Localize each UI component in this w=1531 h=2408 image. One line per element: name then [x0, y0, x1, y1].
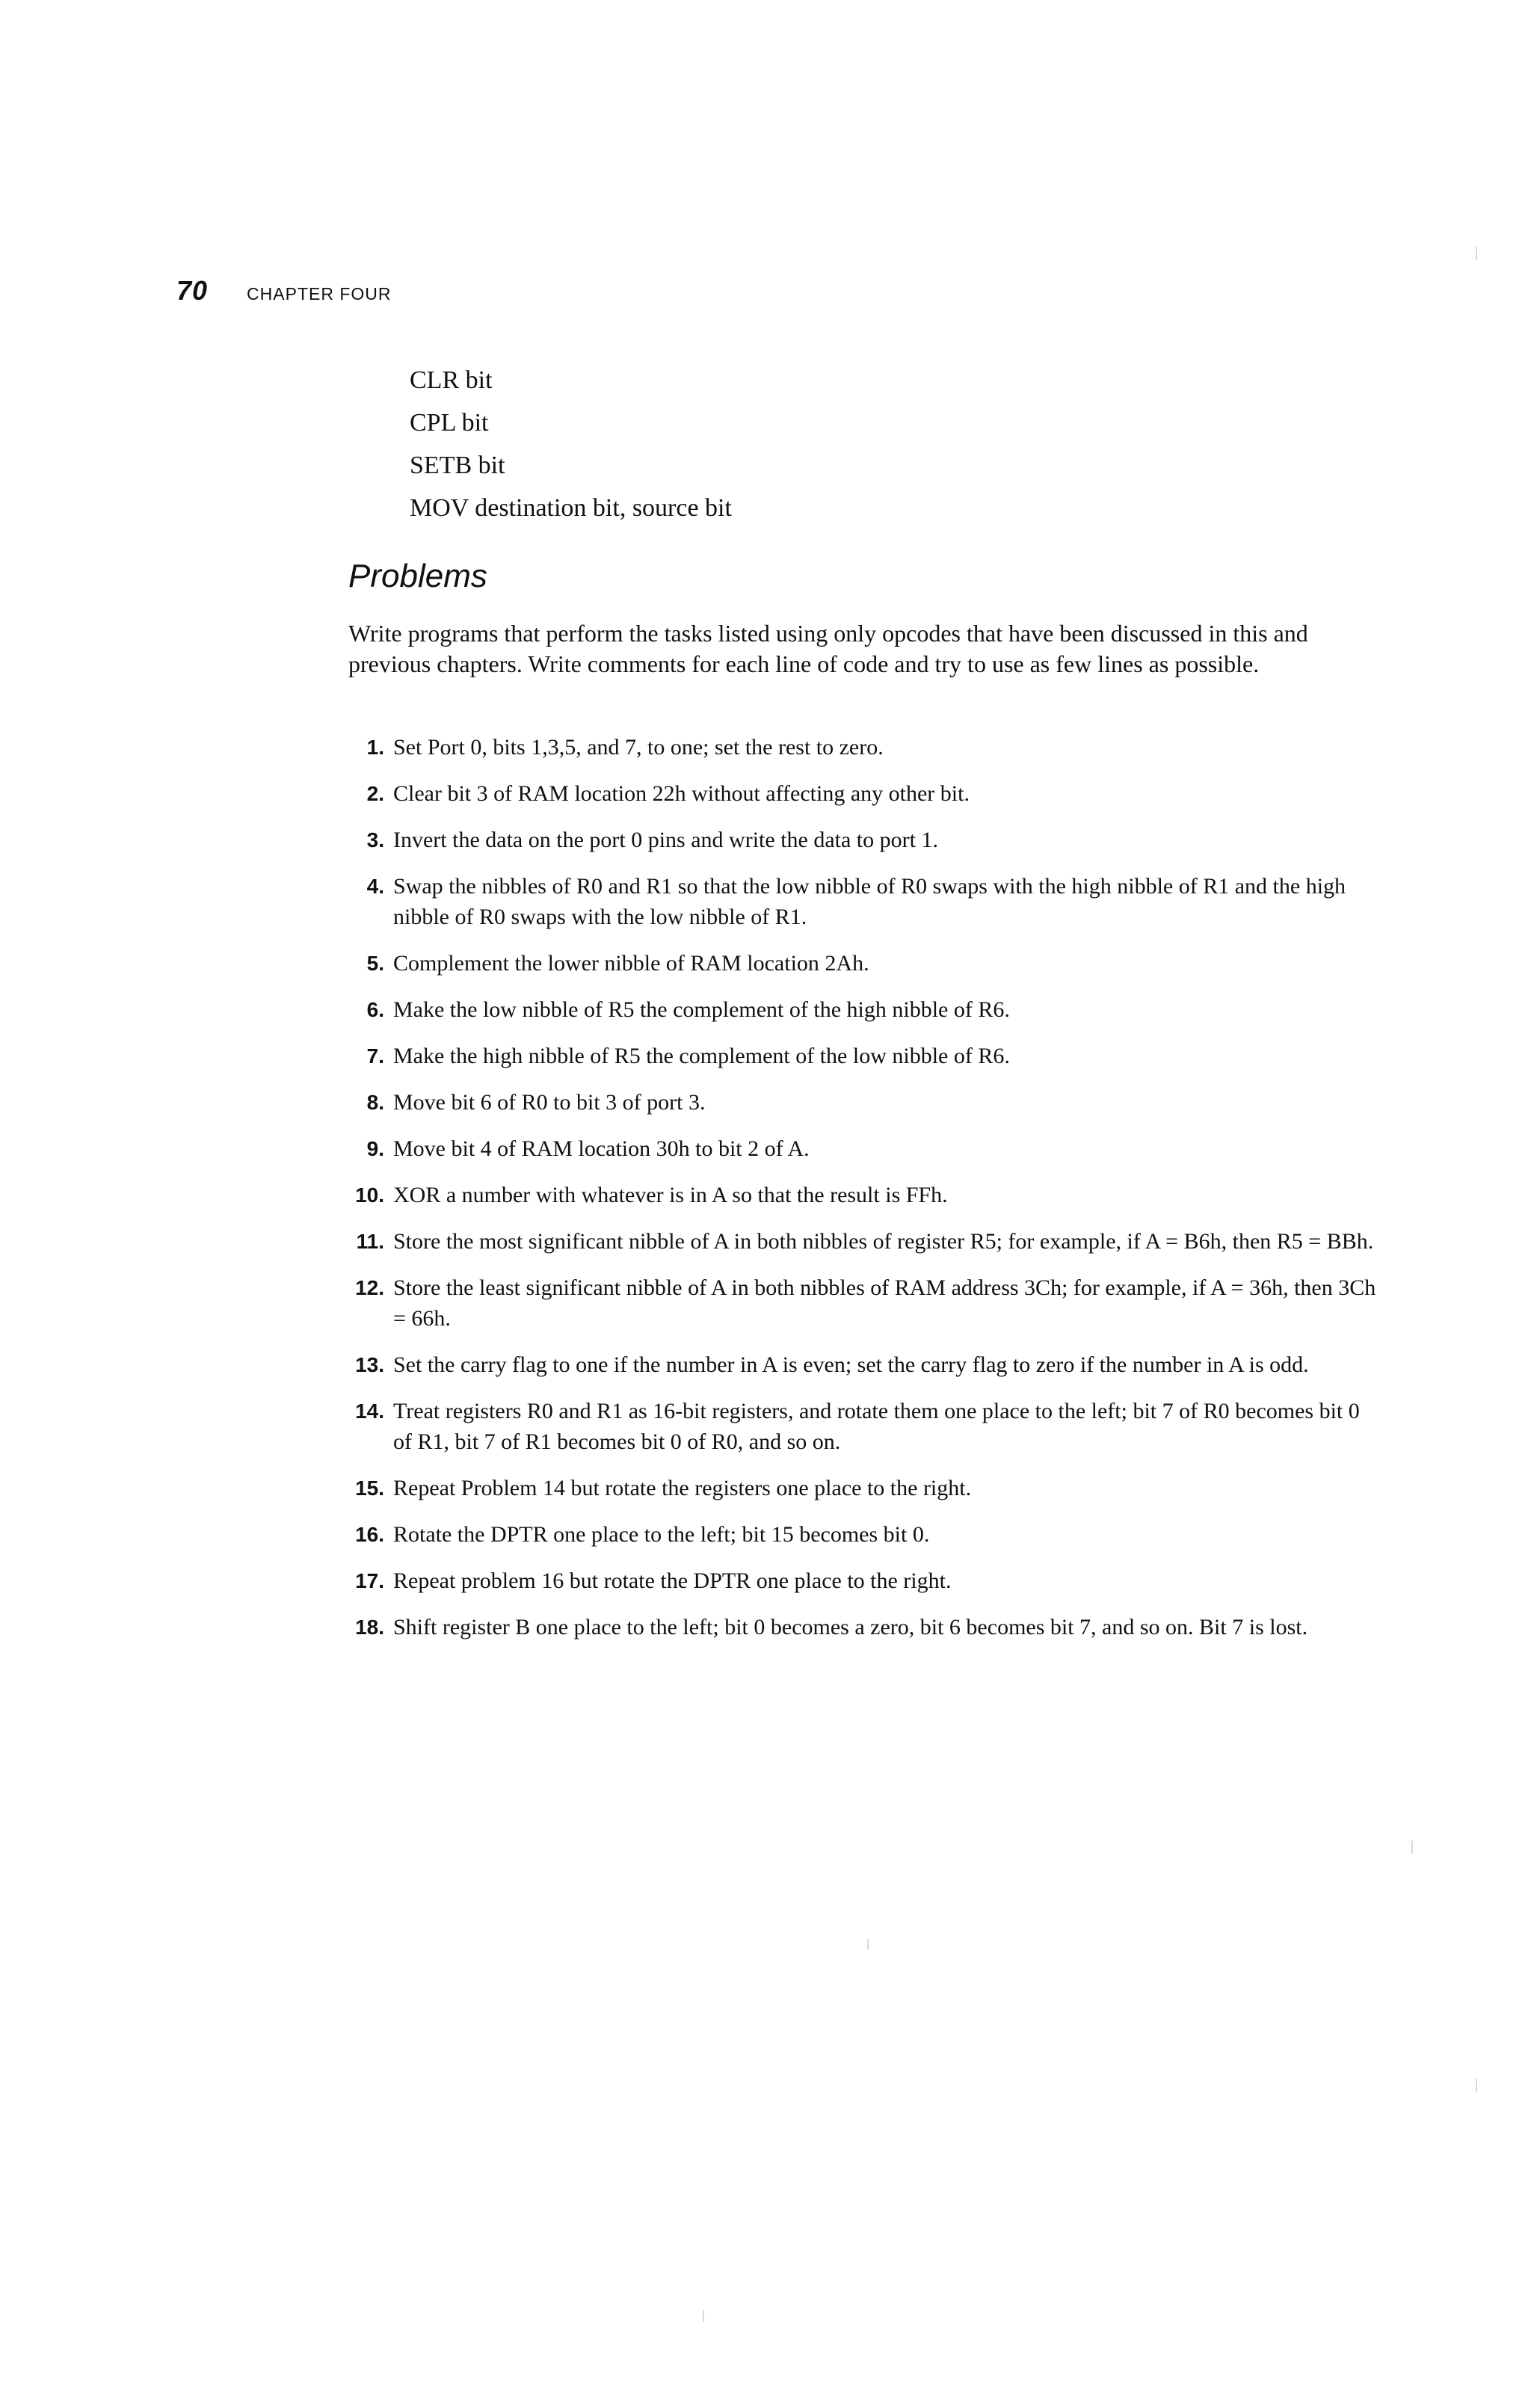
problem-number: 8.: [366, 1091, 384, 1114]
problem-number: 3.: [366, 828, 384, 852]
bit-instruction-item: CLR bit: [410, 366, 493, 394]
problem-text: Repeat problem 16 but rotate the DPTR one place to the right.: [393, 1568, 952, 1593]
problem-text: Swap the nibbles of R0 and R1 so that the low nibble of R0 swaps with the high nibble of R1 and the high nibble of R0 swaps with the low nibble of R1.: [393, 874, 1346, 929]
problem-item: [348, 1519, 1380, 1550]
problem-number: 16.: [355, 1523, 384, 1546]
problem-item: [348, 1396, 1380, 1457]
problem-list: [348, 732, 1380, 1658]
intro-paragraph: Write programs that perform the tasks listed using only opcodes that have been discussed in this and previous chapters. Write comments for each line of code and try to use as few lines as possible.: [348, 620, 1308, 677]
problem-number: 4.: [366, 875, 384, 898]
problem-item: [348, 1041, 1380, 1071]
problem-text: Store the least significant nibble of A in both nibbles of RAM address 3Ch; for example, if A = 36h, then 3Ch = 66h.: [393, 1275, 1376, 1331]
problem-number: 14.: [355, 1399, 384, 1423]
problem-item: [348, 1133, 1380, 1164]
problem-text: Treat registers R0 and R1 as 16-bit registers, and rotate them one place to the left; bit 7 of R0 becomes bit 0 of R1, bit 7 of R1 becomes bit 0 of R0, and so on.: [393, 1399, 1360, 1454]
problem-item: [348, 825, 1380, 855]
scan-speck: [703, 2310, 704, 2322]
bit-instruction-item: MOV destination bit, source bit: [410, 494, 732, 522]
problem-item: [348, 994, 1380, 1025]
problem-item: [348, 778, 1380, 809]
problem-text: Clear bit 3 of RAM location 22h without affecting any other bit.: [393, 781, 970, 806]
problem-text: Invert the data on the port 0 pins and write the data to port 1.: [393, 828, 938, 852]
problem-item: [348, 732, 1380, 763]
problem-number: 15.: [355, 1476, 384, 1500]
problem-text: Move bit 6 of R0 to bit 3 of port 3.: [393, 1090, 706, 1115]
problem-number: 5.: [366, 952, 384, 975]
problem-item: [348, 1087, 1380, 1118]
running-head: [176, 275, 392, 312]
problem-text: Rotate the DPTR one place to the left; bit 15 becomes bit 0.: [393, 1522, 930, 1547]
scan-speck: [867, 1939, 869, 1950]
problem-number: 1.: [366, 736, 384, 759]
problem-text: Make the high nibble of R5 the complement of the low nibble of R6.: [393, 1044, 1010, 1068]
bit-instruction-list: [410, 359, 732, 529]
chapter-label: CHAPTER FOUR: [247, 284, 392, 304]
problem-item: [348, 1473, 1380, 1503]
problem-number: 6.: [366, 998, 384, 1021]
page-number: 70: [176, 275, 209, 306]
problem-item: [348, 1180, 1380, 1210]
section-heading: Problems: [348, 558, 487, 594]
problem-text: Make the low nibble of R5 the complement of the high nibble of R6.: [393, 997, 1010, 1022]
problem-number: 17.: [355, 1569, 384, 1592]
bit-instruction-item: SETB bit: [410, 452, 505, 479]
problem-item: [348, 948, 1380, 979]
problem-item: [348, 1565, 1380, 1596]
problem-text: Store the most significant nibble of A in both nibbles of register R5; for example, if A = B6h, then R5 = BBh.: [393, 1229, 1374, 1254]
problem-text: Complement the lower nibble of RAM location 2Ah.: [393, 951, 869, 976]
problem-number: 10.: [355, 1183, 384, 1207]
problem-text: Repeat Problem 14 but rotate the registers one place to the right.: [393, 1476, 972, 1500]
problem-item: [348, 871, 1380, 932]
problem-number: 7.: [366, 1044, 384, 1068]
problem-text: Move bit 4 of RAM location 30h to bit 2 of A.: [393, 1136, 810, 1161]
scan-speck: [1476, 247, 1477, 260]
problem-item: [348, 1272, 1380, 1334]
problem-item: [348, 1349, 1380, 1380]
problem-item: [348, 1612, 1380, 1642]
problem-number: 13.: [355, 1353, 384, 1376]
problem-text: XOR a number with whatever is in A so that the result is FFh.: [393, 1183, 948, 1207]
problem-number: 12.: [355, 1276, 384, 1299]
problem-number: 18.: [355, 1616, 384, 1639]
problem-number: 11.: [356, 1230, 384, 1253]
problem-text: Shift register B one place to the left; bit 0 becomes a zero, bit 6 becomes bit 7, and so on. Bit 7 is lost.: [393, 1615, 1308, 1639]
problem-text: Set Port 0, bits 1,3,5, and 7, to one; set the rest to zero.: [393, 735, 884, 760]
bit-instruction-item: CPL bit: [410, 409, 489, 437]
problem-number: 2.: [366, 782, 384, 805]
scan-speck: [1476, 2078, 1477, 2092]
scan-speck: [1411, 1841, 1413, 1854]
problem-item: [348, 1226, 1380, 1257]
problem-text: Set the carry flag to one if the number in A is even; set the carry flag to zero if the number in A is odd.: [393, 1352, 1309, 1377]
problem-number: 9.: [366, 1137, 384, 1160]
